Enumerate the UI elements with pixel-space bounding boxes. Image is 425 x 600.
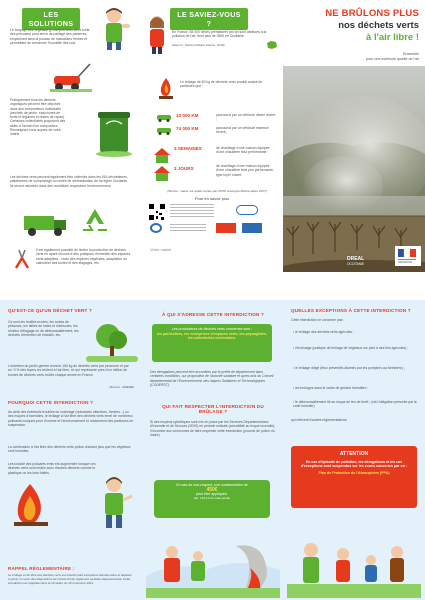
neighbours-illustration [146, 526, 280, 598]
section-title-saviez-vous: LE SAVIEZ-VOUS ? [170, 8, 248, 30]
section-title-exceptions: QUELLES EXCEPTIONS À CETTE INTERDICTION ? [291, 308, 411, 313]
truck-illustration [22, 208, 72, 238]
fine-amount: 450€ [206, 486, 218, 493]
exception-item-label: les brûlages dans le cadre de gestion forestière ; [295, 386, 369, 390]
map-icon [266, 40, 278, 50]
section-title-regulation: RAPPEL RÉGLEMENTAIRE : [8, 566, 75, 571]
partner-logo-dreal [242, 223, 262, 233]
attention-title: ATTENTION [339, 451, 369, 457]
mairie-label: Votre mairie [150, 247, 172, 252]
why-paragraph-2: La combustion à l'air libre des déchets verts pollue d'autant plus que les végétaux sont humides. [8, 445, 131, 454]
cover-photo-burning-vineyard [283, 66, 425, 272]
enforcement-paragraph: Si des moyens spécifiques sont mis en place par les Services Départementaux d'Incendie et de Secours (SDIS) en période estivale (sensibilité au risque incendie), il incombe aux communes de faire respecter cette interdiction (pouvoir de police du maire). [150, 420, 276, 437]
house-icon [152, 164, 172, 182]
what-is-source: (Source : ADEME) [109, 385, 134, 389]
cover-title-line2: nos déchets verts [338, 20, 419, 31]
man-illustration [92, 476, 136, 530]
regulation-text: Le brûlage à l'air libre des déchets verts est interdit (sauf exceptions décrites dans le dépliant ci-joint), en vertu des dispositions de l'article 84 du règlement sanitaire départemental. Cette interdiction est rappelée dans la circulaire du 18 novembre 2011. [8, 573, 132, 585]
producers-list: les particuliers, les entreprises d'espaces verts, les paysagistes, les collectivités territoriales. [156, 331, 268, 340]
woman-illustration [144, 14, 170, 54]
dreal-region: OCCITANIE [347, 262, 365, 266]
what-is-paragraph-2: L'entretien du jardin génère environ 160 kg de déchets verts par personne et par an. 9 % des foyers les brûlent à l'air libre, ce qui représente près d'un million de tonnes de déchets verts brûlés chaque année en France. [8, 364, 129, 377]
gardener-illustration [92, 6, 132, 50]
exception-item: • les brûlages dans le cadre de gestion forestière ; [293, 386, 369, 390]
partner-logo-ars [150, 223, 162, 233]
shears-icon [12, 248, 32, 270]
exceptions-intro: Cette interdiction ne concerne pas : [291, 318, 345, 322]
exception-item: • le débroussaillement lié au risque de feu de forêt ; (via l'obligation prescrite par le code forestier) [293, 400, 417, 409]
exception-item: • le brûlage des déchets verts agricoles ; [293, 330, 354, 334]
lawn-mower-illustration [50, 62, 92, 92]
stat-diesel-text: parcourus par un véhicule diesel récent ; [216, 113, 276, 122]
more-info-label: Pour en savoir plus [194, 196, 230, 201]
dreal-label: DREAL [347, 256, 365, 262]
why-paragraph-3: Les toxicité des polluants émis est augmentée lorsque ces déchets verts sont brûlés avec d'autres déchets comme le plastique ou les bois traités. [8, 462, 96, 475]
exception-item-label: le brûlage des déchets verts agricoles ; [295, 330, 354, 334]
why-paragraph-1: Au-delà des éventuels troubles du voisinage (nuisances olfactives, fumées...) ou des risques d'incendies, le brûlage à l'air libre des déchets verts émet de nombreux polluants toxiques pour l'homme et l'environnement et notamment des particules en suspension. [8, 410, 134, 427]
attention-text: En cas d'épisode de pollution, les dérogations et les cas d'exceptions sont suspendus sur les zones couvertes par un : [300, 459, 408, 468]
section-title-who: À QUI S'ADRESSE CETTE INTERDICTION ? [162, 312, 264, 317]
exception-item-label: l'écobuage (pratique de brûlage de végétaux sur pied à des fins agricoles) ; [295, 346, 409, 350]
fact-deaths-source: (Source : Santé publique France, 2016) [172, 43, 225, 47]
panel-cover [283, 0, 425, 300]
solution-paragraph-4: Il est également possible de limiter la production de déchets verts en ayant recours à des pratiques d'entretien des espaces verts adaptées : choix des espèces végétales, adaptation du calendrier des tontes et des élagages, etc. [36, 248, 131, 265]
producers-box [152, 324, 272, 362]
family-illustration [287, 530, 421, 598]
car-icon [156, 125, 172, 135]
panel-saviez-vous [142, 0, 283, 300]
stat-weeks-text: de chauffage d'une maison équipée d'une chaudière fioul performante ; [216, 146, 270, 155]
exception-item-label: le brûlage dirigé (feux préventifs allumés par les pompiers au forestiers) ; [295, 366, 405, 370]
qr-code[interactable] [148, 203, 166, 221]
what-is-paragraph: Ce sont les feuilles mortes, les tontes de pelouses, les tailles de haies et d'arbustes, les résidus d'élagage ou de débroussaillement, les déchets d'entretien de massifs, etc. [8, 320, 79, 337]
car-icon [156, 112, 172, 122]
exceptions-closing: qui relèvent d'autres réglementations. [291, 418, 348, 422]
panel-exceptions [283, 300, 425, 600]
stat-weeks: 3 SEMAINES [174, 146, 202, 151]
bonfire-icon [156, 76, 176, 100]
fact-burning: Le brûlage de 50 kg de déchets verts produit autant de particules que : [180, 80, 263, 89]
section-title-solutions: LES SOLUTIONS [22, 8, 80, 30]
fine-outro: peut être appliquée. [196, 492, 228, 496]
solution-paragraph-3: Les déchets verts peuvent également être collectés dans les 516 déchetteries, plateformes de compostage ou unités de méthanisation de la région Occitanie. Ils seront valorisés dans des conditions respectant l'environnement. [10, 175, 128, 188]
cover-tagline-2: pour une meilleure qualité de l'air [366, 57, 419, 61]
panel-who [142, 300, 283, 600]
section-title-what-is-green-waste: QU'EST-CE QU'UN DÉCHET VERT ? [8, 308, 93, 313]
panel-what-is [0, 300, 142, 600]
republique-francaise-logo [395, 246, 421, 266]
attention-plan: Plan de Protection de l'Atmosphère (PPA) [318, 470, 390, 475]
partner-logo-ars-text [170, 224, 206, 232]
recycle-icon [80, 206, 110, 236]
tree-illustration [86, 322, 138, 362]
exception-item: • le brûlage dirigé (feux préventifs allumés par les pompiers au forestiers) ; [293, 366, 405, 370]
cover-title-line3: à l'air libre ! [366, 32, 419, 43]
section-title-enforcement: QUI FAIT RESPECTER L'INTERDICTION DU BRÛLAGE ? [162, 404, 264, 414]
derogation-text: Des dérogations peuvent être accordées par le préfet de département dans certaines conditions, sur proposition de l'autorité sanitaire et après avis du Conseil départemental de l'Environnement, des risques Sanitaires et Technologiques (CODERST). [150, 370, 274, 387]
stat-petrol-km: 74 000 KM [176, 126, 199, 131]
stat-days: 3 JOURS [174, 166, 194, 171]
cover-tagline-1: Ensemble [403, 52, 419, 56]
solution-paragraph-1: Le broyage des végétaux (y compris ceux de la tonte des pelouses) peut servir de paillage des parterres, empêchant ainsi la pousse de mauvaises herbes et permettant de conserver l'humidité des sols. [10, 28, 90, 45]
attention-box [291, 446, 417, 508]
partner-logo-atmo [236, 205, 258, 215]
section-title-why: POURQUOI CETTE INTERDICTION ? [8, 400, 94, 405]
exception-item-label: le débroussaillement lié au risque de feu de forêt ; (via l'obligation prescrite par le code forestier) [293, 400, 417, 409]
fine-reference: (art. 131-13 du code pénal) [193, 495, 231, 500]
fine-box [154, 480, 270, 518]
stat-petrol-text: parcourus par un véhicule essence récent ; [216, 126, 269, 135]
stat-days-text: de chauffage d'une maison équipée d'une chaudière bois peu performante, type foyer ouvert. [216, 164, 274, 177]
fine-intro: En cas de non-respect, une contravention de [176, 483, 248, 487]
stats-source: (Source : valeur sur étude menée par ATMO Auvergne-Rhône-Alpes 2017) [167, 189, 267, 193]
solution-paragraph-2: Pratiquement tous les déchets organiques peuvent être déposés dans des composteurs individuels (déchets de jardin, épluchures de fruits et légumes et restes de repas). Certaines collectivités proposent des aides à l'achat d'un composteur. Renseignez-vous auprès de votre mairie. [10, 98, 66, 137]
partner-logo-ministry [170, 204, 214, 218]
compost-bin-illustration [94, 104, 134, 158]
partner-logo-region [216, 223, 236, 233]
exception-item: • l'écobuage (pratique de brûlage de végétaux sur pied à des fins agricoles) ; [293, 346, 409, 350]
fact-deaths: En France, 68 000 décès prématurés par an sont attribués à la pollution de l'air, dont plus de 2800 en Occitanie. [172, 30, 267, 39]
panel-solutions [0, 0, 142, 300]
stat-diesel-km: 13 000 KM [176, 113, 199, 118]
house-icon [152, 146, 172, 164]
cover-title-line1: NE BRÛLONS PLUS [325, 8, 419, 19]
fire-illustration [10, 482, 52, 528]
producers-intro: Les producteurs de déchets verts concernés sont : [171, 327, 253, 331]
